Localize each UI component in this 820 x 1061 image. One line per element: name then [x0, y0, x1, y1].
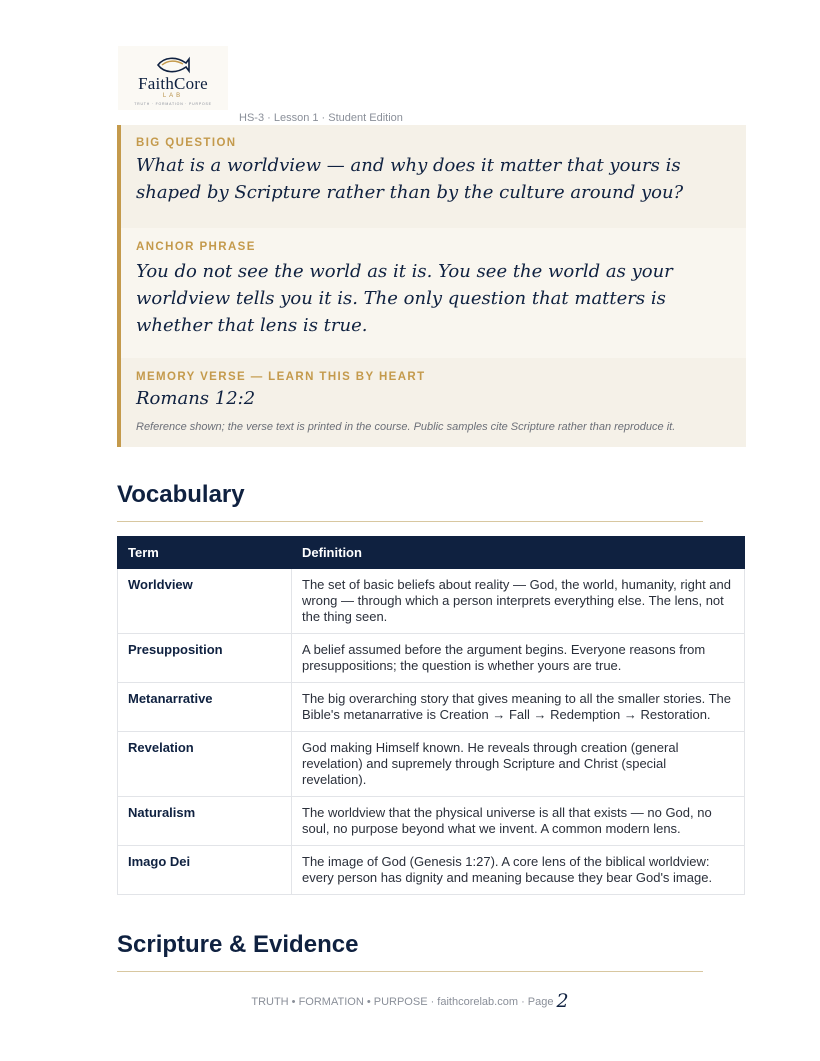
- memory-verse-note: Reference shown; the verse text is printed in the course. Public samples cite Scripture rather than reproduce it.: [136, 421, 676, 433]
- memory-verse-callout: [121, 358, 746, 447]
- faithcore-logo: [118, 46, 228, 110]
- big-question-label: BIG QUESTION: [136, 137, 237, 149]
- memory-verse-label: MEMORY VERSE — LEARN THIS BY HEART: [136, 371, 426, 383]
- table-row: [118, 732, 745, 797]
- vocabulary-divider: [117, 521, 703, 522]
- table-row: [118, 634, 745, 683]
- logo-sub: LAB: [162, 93, 184, 99]
- term-cell: Presupposition: [118, 634, 292, 683]
- term-column-header: Term: [118, 537, 292, 569]
- definition-cell: The set of basic beliefs about reality — God, the world, humanity, right and wrong — through which a person interprets everything else. The lens, not the thing seen.: [292, 569, 745, 634]
- logo-tagline: TRUTH · FORMATION · PURPOSE: [134, 102, 212, 106]
- definition-cell: The worldview that the physical universe is all that exists — no God, no soul, no purpose beyond what we invent. A common modern lens.: [292, 797, 745, 846]
- definition-cell: God making Himself known. He reveals through creation (general revelation) and supremely through Scripture and Christ (special revelation).: [292, 732, 745, 797]
- anchor-phrase-callout: [121, 228, 746, 358]
- big-question-text: What is a worldview — and why does it matter that yours is shaped by Scripture rather than by the culture around you?: [136, 155, 684, 203]
- term-cell: Worldview: [118, 569, 292, 634]
- page-number: 2: [556, 990, 569, 1012]
- table-row: [118, 797, 745, 846]
- memory-verse-reference: Romans 12:2: [136, 388, 256, 409]
- term-cell: Imago Dei: [118, 846, 292, 895]
- fish-icon: [156, 56, 190, 74]
- vocabulary-heading: Vocabulary: [117, 481, 245, 508]
- term-cell: Metanarrative: [118, 683, 292, 732]
- scripture-divider: [117, 971, 703, 972]
- term-cell: Revelation: [118, 732, 292, 797]
- definition-column-header: Definition: [292, 537, 745, 569]
- definition-cell: A belief assumed before the argument begins. Everyone reasons from presuppositions; the question is whether yours are true.: [292, 634, 745, 683]
- term-cell: Naturalism: [118, 797, 292, 846]
- table-header-row: [118, 537, 745, 569]
- table-row: [118, 846, 745, 895]
- table-row: [118, 683, 745, 732]
- table-row: [118, 569, 745, 634]
- big-question-callout: [121, 125, 746, 228]
- anchor-phrase-label: ANCHOR PHRASE: [136, 241, 256, 253]
- vocabulary-table: [117, 536, 745, 895]
- logo-wordmark: FaithCore: [138, 74, 208, 93]
- definition-cell: The image of God (Genesis 1:27). A core lens of the biblical worldview: every person has dignity and meaning because they bear God's image.: [292, 846, 745, 895]
- anchor-phrase-text: You do not see the world as it is. You see the world as your worldview tells you it is. The only question that matters is whether that lens is true.: [136, 261, 673, 336]
- edition-label: HS-3 · Lesson 1 · Student Edition: [239, 112, 403, 124]
- footer-text: TRUTH • FORMATION • PURPOSE · faithcorelab.com · Page: [251, 996, 554, 1008]
- definition-cell: The big overarching story that gives meaning to all the smaller stories. The Bible's metanarrative is Creation → Fall → Redemption → Restoration.: [292, 683, 745, 732]
- scripture-heading: Scripture & Evidence: [117, 931, 359, 958]
- page-footer: [0, 990, 820, 1012]
- lesson-callouts: [117, 125, 746, 447]
